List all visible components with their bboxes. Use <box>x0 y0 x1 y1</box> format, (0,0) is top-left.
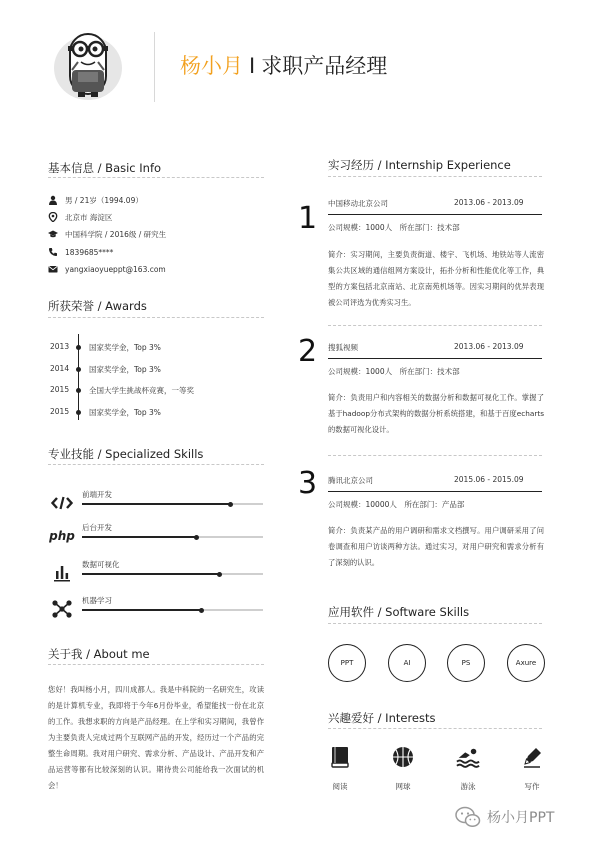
award-text: 国家奖学金，Top 3% <box>89 343 161 352</box>
award-text: 国家奖学金，Top 3% <box>89 365 161 374</box>
person-icon <box>48 195 58 205</box>
company-name: 搜狐视频 <box>328 343 358 352</box>
award-year: 2015 <box>50 407 70 416</box>
experience-rule <box>328 214 542 215</box>
experience-period: 2013.06 - 2013.09 <box>454 198 524 207</box>
experience-rule <box>328 491 542 492</box>
skill-icon-wrap <box>50 563 74 583</box>
experience-header <box>328 342 542 354</box>
title-separator: I <box>249 54 256 78</box>
section-divider <box>328 623 542 624</box>
mail-icon <box>48 264 58 274</box>
timeline-dot <box>76 345 81 350</box>
header-divider <box>154 32 155 102</box>
software-heading: 应用软件 / Software Skills <box>328 605 470 619</box>
info-email <box>48 262 166 276</box>
php-icon: php <box>49 529 75 543</box>
award-text: 全国大学生挑战杯竞赛，一等奖 <box>89 386 194 395</box>
skill-item <box>48 559 263 589</box>
wechat-icon <box>455 806 481 828</box>
section-divider <box>48 317 264 318</box>
skill-icon-wrap <box>50 526 74 546</box>
interest-label: 写作 <box>524 782 540 791</box>
basic-info-heading: 基本信息 / Basic Info <box>48 161 162 175</box>
network-nodes-icon <box>52 600 72 618</box>
experience-description: 简介：实习期间，主要负责街道、楼宇、飞机场、地铁站等人流密集公共区域的通信组网方案设计，拓扑分析和性能优化等工作，典型的方案包括北京南站、北京南苑机场等。因实习期间的优异表现被公司评选为优秀实习生。 <box>328 250 544 307</box>
award-item <box>48 385 263 397</box>
company-name: 中国移动北京公司 <box>328 199 388 208</box>
phone-icon <box>48 247 58 257</box>
info-location <box>48 210 112 224</box>
job-title: 求职产品经理 <box>261 54 388 78</box>
timeline-dot <box>76 367 81 372</box>
skill-icon-wrap <box>50 493 74 513</box>
software-ai-badge: AI <box>388 644 426 682</box>
section-divider <box>328 325 542 326</box>
skill-level-knob <box>217 572 222 577</box>
interest-label: 游泳 <box>460 782 476 791</box>
timeline-dot <box>76 388 81 393</box>
section-divider <box>328 728 542 729</box>
resume-header <box>0 0 595 115</box>
company-name: 腾讯北京公司 <box>328 476 373 485</box>
skill-item <box>48 595 263 625</box>
experience-header <box>328 475 542 487</box>
interest-item <box>448 745 488 795</box>
section-divider <box>48 177 264 178</box>
interests-heading: 兴趣爱好 / Interests <box>328 711 436 725</box>
award-year: 2013 <box>50 342 70 351</box>
award-text: 国家奖学金，Top 3% <box>89 408 161 417</box>
info-phone <box>48 245 113 259</box>
experience-period: 2013.06 - 2013.09 <box>454 342 524 351</box>
software-axure-badge: Axure <box>507 644 545 682</box>
award-year: 2015 <box>50 385 70 394</box>
interest-label: 阅读 <box>332 782 348 791</box>
company-meta: 公司规模：1000人 所在部门：技术部 <box>328 223 460 232</box>
candidate-name: 杨小月 <box>180 54 243 78</box>
software-ppt-badge: PPT <box>328 644 366 682</box>
company-meta: 公司规模：10000人 所在部门：产品部 <box>328 500 465 509</box>
section-divider <box>48 664 264 665</box>
info-text: yangxiaoyueppt@163.com <box>65 264 166 274</box>
info-text: 男 / 21岁（1994.09） <box>65 195 143 205</box>
skill-name: 前端开发 <box>82 490 112 499</box>
info-text: 1839685**** <box>65 247 114 257</box>
interest-item <box>320 745 360 795</box>
software-ps-badge: PS <box>447 644 485 682</box>
skill-item <box>48 489 263 519</box>
award-item <box>48 364 263 376</box>
skill-level-knob <box>228 502 233 507</box>
award-year: 2014 <box>50 364 70 373</box>
section-divider <box>328 176 542 177</box>
skill-level-fill <box>82 503 230 505</box>
skill-level-fill <box>82 573 220 575</box>
skill-level-bar <box>82 609 263 611</box>
swimming-icon <box>456 746 480 768</box>
watermark <box>455 806 554 828</box>
info-text: 北京市 海淀区 <box>65 212 113 222</box>
award-item <box>48 407 263 419</box>
award-item <box>48 342 263 354</box>
info-education <box>48 227 166 241</box>
company-meta: 公司规模：1000人 所在部门：技术部 <box>328 367 460 376</box>
pen-icon <box>521 746 543 768</box>
skill-level-bar <box>82 573 263 575</box>
skill-level-fill <box>82 536 196 538</box>
about-heading: 关于我 / About me <box>48 647 150 661</box>
timeline-dot <box>76 410 81 415</box>
skill-level-fill <box>82 609 201 611</box>
minion-avatar-icon <box>52 22 124 102</box>
info-gender-age <box>48 193 143 207</box>
skill-item <box>48 522 263 552</box>
bar-chart-icon <box>53 564 71 582</box>
experience-number: 2 <box>298 334 318 369</box>
info-text: 中国科学院 / 2016级 / 研究生 <box>65 229 167 239</box>
experience-description: 简介：负责某产品的用户调研和需求文档撰写。用户调研采用了问卷调查和用户访谈两种方法。通过实习，对用户研究和需求分析有了深刻的认识。 <box>328 526 544 567</box>
code-brackets-icon <box>51 496 73 510</box>
skill-name: 数据可视化 <box>82 560 120 569</box>
experience-period: 2015.06 - 2015.09 <box>454 475 524 484</box>
section-divider <box>48 464 264 465</box>
skill-level-bar <box>82 503 263 505</box>
graduation-cap-icon <box>48 229 58 239</box>
experience-description: 简介：负责用户和内容相关的数据分析和数据可视化工作。掌握了基于hadoop分布式架构的数据分析系统搭建，和基于百度echarts的数据可视化设计。 <box>328 393 544 434</box>
location-pin-icon <box>48 212 58 222</box>
skill-level-knob <box>199 608 204 613</box>
basketball-icon <box>392 746 414 768</box>
watermark-text: 杨小月PPT <box>487 810 555 826</box>
interest-label: 网球 <box>395 782 411 791</box>
awards-heading: 所获荣誉 / Awards <box>48 299 147 313</box>
skill-icon-wrap <box>50 599 74 619</box>
experience-number: 3 <box>298 466 318 501</box>
skill-level-knob <box>194 535 199 540</box>
skill-level-bar <box>82 536 263 538</box>
skill-name: 后台开发 <box>82 523 112 532</box>
about-text: 您好！我叫杨小月，四川成都人。我是中科院的一名研究生，攻读的是计算机专业，我即将于今年6月份毕业，希望能找一份在北京的工作。我想求职的方向是产品经理。在上学和实习期间，我曾作为主要负责人完成过两个互联网产品的开发，经历过一个产品的完整生命周期。我对用户研究、需求分析、产品设计、产品开发和产品运营等都有比较深刻的认识。期待贵公司能给我一次面试的机会！ <box>48 685 264 790</box>
interest-item <box>383 745 423 795</box>
skills-heading: 专业技能 / Specialized Skills <box>48 447 204 461</box>
skill-name: 机器学习 <box>82 596 112 605</box>
page-title <box>180 52 387 80</box>
interest-item <box>512 745 552 795</box>
experience-heading: 实习经历 / Internship Experience <box>328 158 511 172</box>
experience-number: 1 <box>298 201 318 236</box>
experience-header <box>328 198 542 210</box>
experience-rule <box>328 358 542 359</box>
book-icon <box>329 746 351 768</box>
section-divider <box>328 455 542 456</box>
